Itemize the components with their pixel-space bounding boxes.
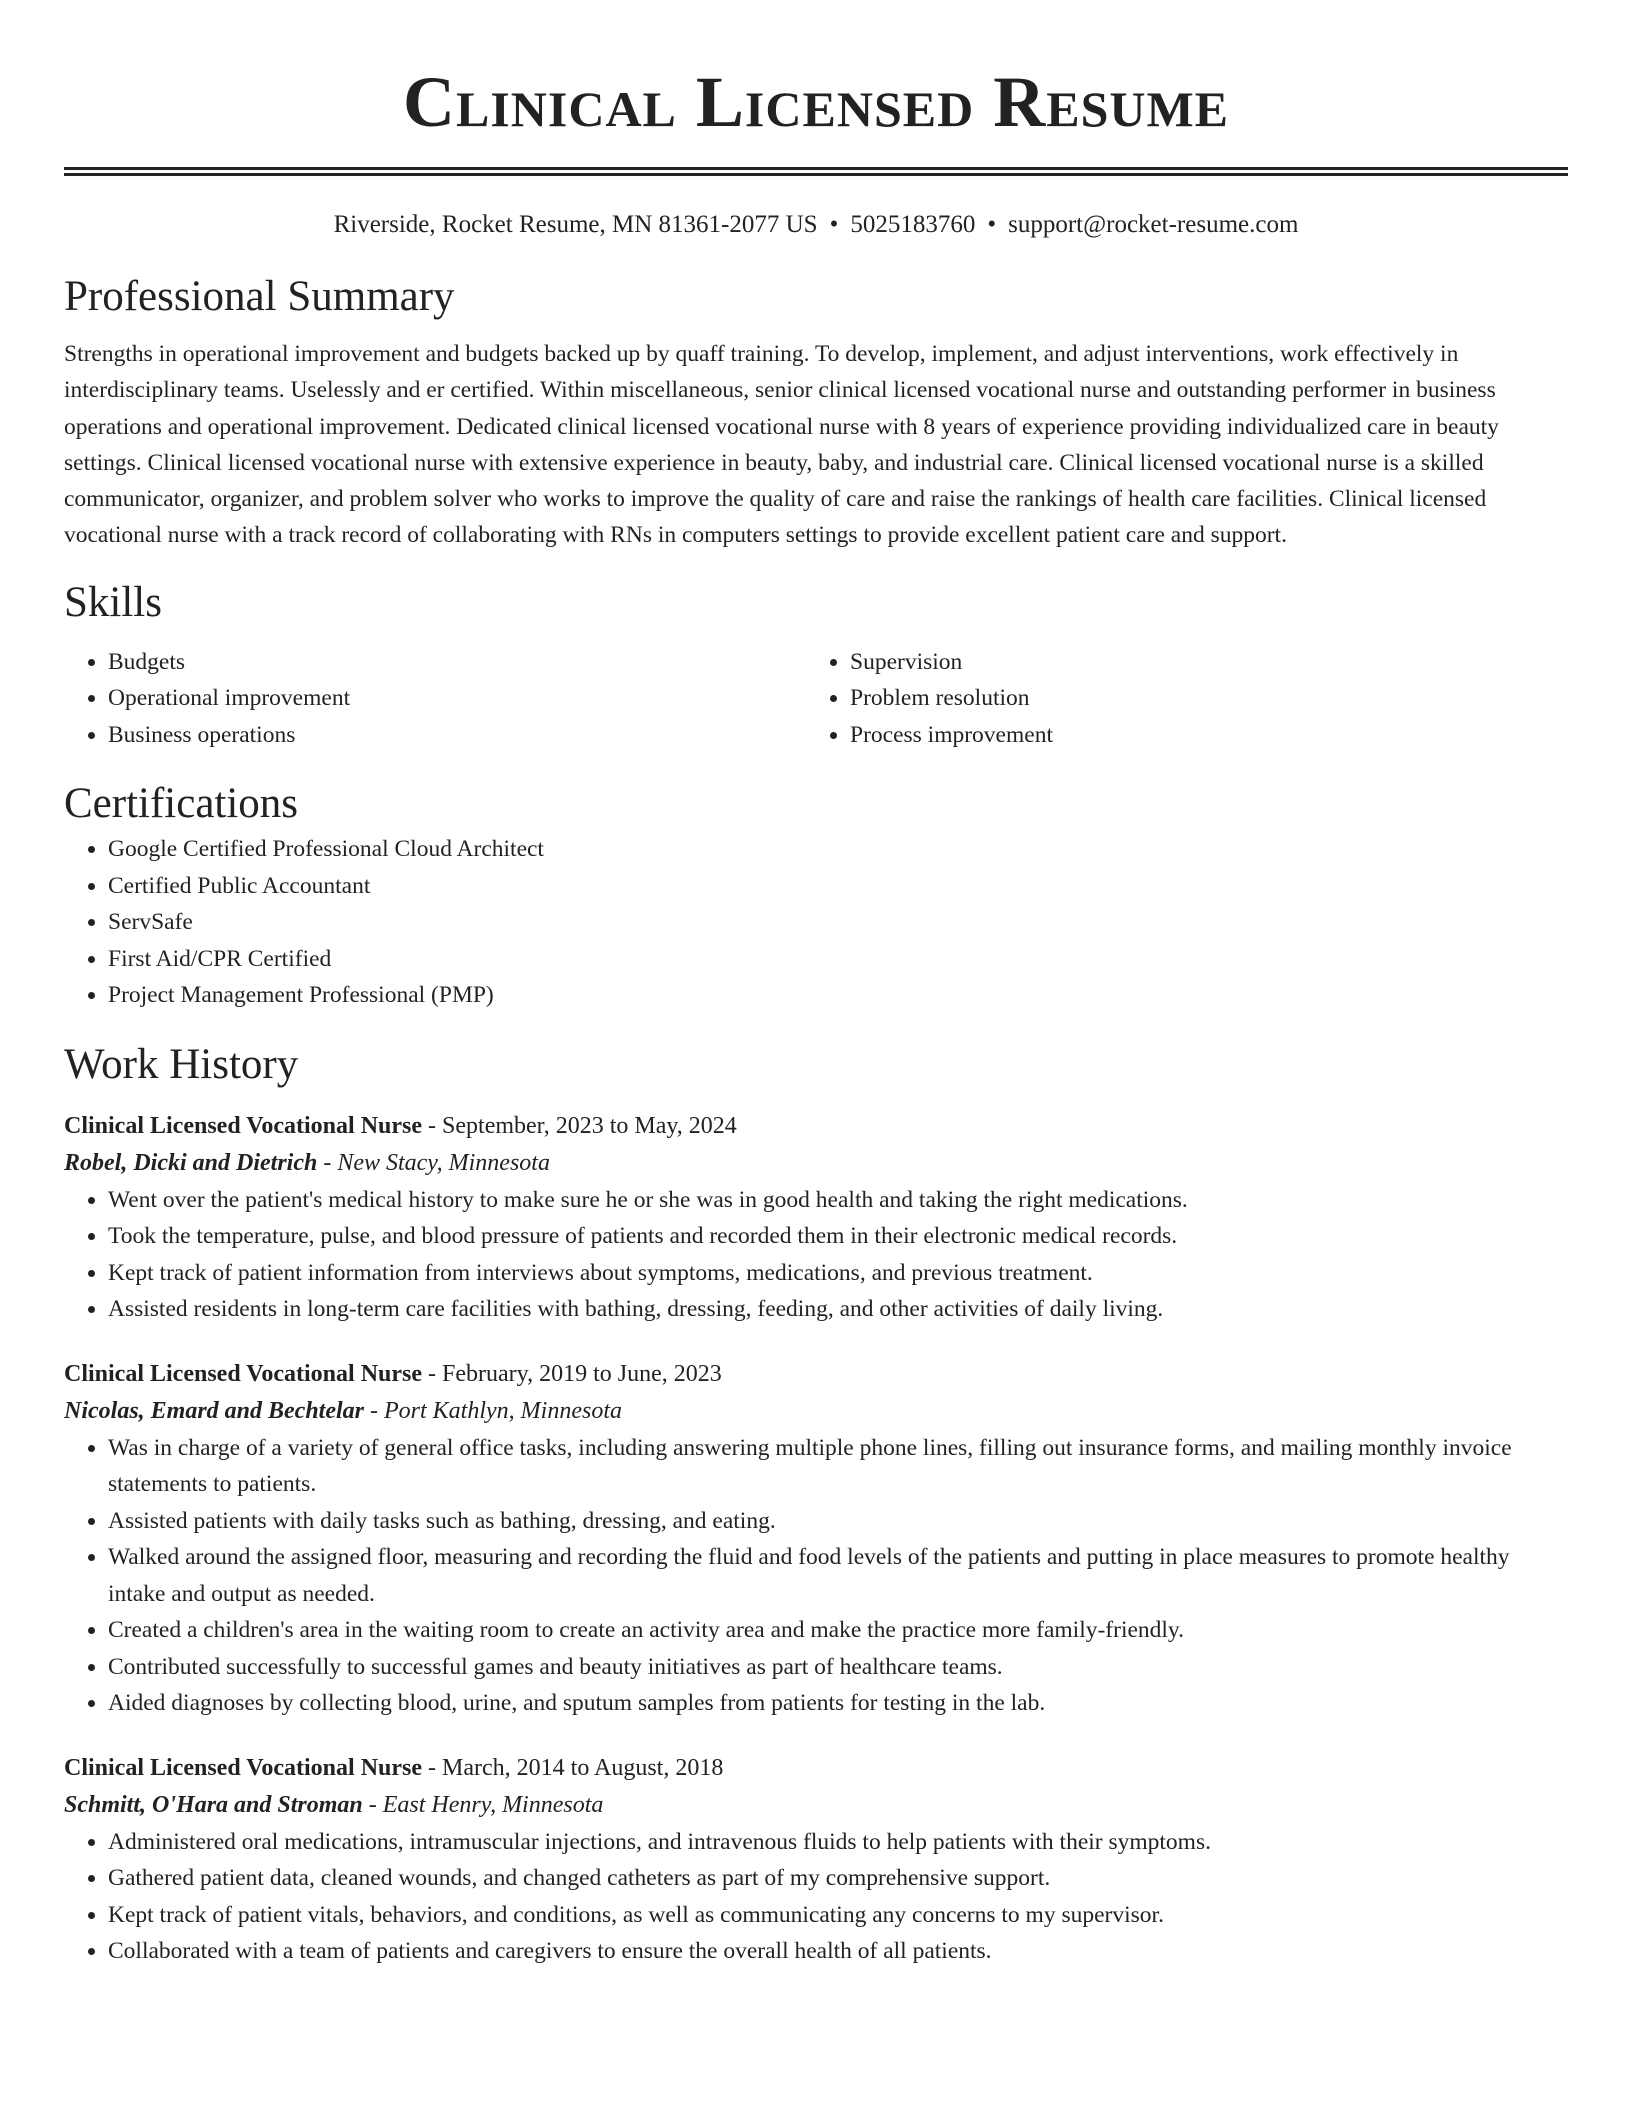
job-company: Schmitt, O'Hara and Stroman xyxy=(64,1791,363,1818)
job-title: Clinical Licensed Vocational Nurse xyxy=(64,1112,423,1139)
certification-item: • Project Management Professional (PMP) xyxy=(108,977,1568,1014)
job-entry xyxy=(64,1356,1568,1722)
job-duty-item: • Kept track of patient vitals, behaviors, and conditions, as well as communicating any concerns to my supervisor. xyxy=(108,1897,1568,1934)
skills-list-right xyxy=(806,644,1548,754)
contact-phone[interactable]: 5025183760 xyxy=(850,211,976,238)
skill-item: • Budgets xyxy=(108,644,806,681)
job-duty-item: • Kept track of patient information from interviews about symptoms, medications, and previous treatment. xyxy=(108,1255,1568,1292)
skill-item: • Operational improvement xyxy=(108,680,806,717)
skill-item: • Business operations xyxy=(108,717,806,754)
job-duty-item: • Was in charge of a variety of general office tasks, including answering multiple phone lines, filling out insurance forms, and mailing monthly invoice statements to patients. xyxy=(108,1430,1568,1503)
job-title: Clinical Licensed Vocational Nurse xyxy=(64,1360,423,1387)
job-entry xyxy=(64,1108,1568,1328)
section-heading-work-history: Work History xyxy=(64,1040,299,1088)
job-company-line xyxy=(64,1786,1568,1824)
title-divider xyxy=(64,167,1568,176)
job-duty-item: • Collaborated with a team of patients and caregivers to ensure the overall health of all patients. xyxy=(108,1933,1568,1970)
job-location: - East Henry, Minnesota xyxy=(368,1791,604,1818)
job-dates: - September, 2023 to May, 2024 xyxy=(428,1112,737,1139)
skills-column-right xyxy=(806,644,1548,754)
certification-item: • Google Certified Professional Cloud Architect xyxy=(108,831,1568,868)
job-title-line xyxy=(64,1356,1568,1392)
contact-separator: • xyxy=(987,211,997,238)
job-duty-item: • Went over the patient's medical history to make sure he or she was in good health and taking the right medications. xyxy=(108,1182,1568,1219)
skill-item: • Problem resolution xyxy=(850,680,1548,717)
job-duties-list xyxy=(64,1824,1568,1970)
summary-paragraph: Strengths in operational improvement and budgets backed up by quaff training. To develop, implement, and adjust interventions, work effectively in interdisciplinary teams. Uselessly and er certified. Within miscellaneous, senior clinical licensed vocational nurse and outstanding performer in business operations and operational improvement. Dedicated clinical licensed vocational nurse with 8 years of experience providing individualized care in beauty settings. Clinical licensed vocational nurse with extensive experience in beauty, baby, and industrial care. Clinical licensed vocational nurse is a skilled communicator, organizer, and problem solver who works to improve the quality of care and raise the rankings of health care facilities. Clinical licensed vocational nurse with a track record of collaborating with RNs in computers settings to provide excellent patient care and support. xyxy=(64,341,1499,549)
job-duty-item: • Assisted residents in long-term care facilities with bathing, dressing, feeding, and other activities of daily living. xyxy=(108,1291,1568,1328)
section-heading-skills: Skills xyxy=(64,578,162,626)
contact-address: Riverside, Rocket Resume, MN 81361-2077 US xyxy=(333,211,818,238)
resume-title: Clinical Licensed Resume xyxy=(402,62,1230,142)
job-duties-list xyxy=(64,1430,1568,1722)
section-heading-certifications: Certifications xyxy=(64,780,299,828)
job-duty-item: • Contributed successfully to successful games and beauty initiatives as part of healthcare teams. xyxy=(108,1649,1568,1686)
job-entry xyxy=(64,1750,1568,1970)
certifications-list xyxy=(64,831,1568,1014)
skill-item: • Process improvement xyxy=(850,717,1548,754)
job-title: Clinical Licensed Vocational Nurse xyxy=(64,1754,423,1781)
job-dates: - March, 2014 to August, 2018 xyxy=(428,1754,724,1781)
section-heading-professional-summary: Professional Summary xyxy=(64,273,455,320)
skills-grid xyxy=(64,644,1568,754)
certification-item: • First Aid/CPR Certified xyxy=(108,941,1568,978)
certification-item: • ServSafe xyxy=(108,904,1568,941)
job-duty-item: • Gathered patient data, cleaned wounds, and changed catheters as part of my comprehensive support. xyxy=(108,1860,1568,1897)
job-duty-item: • Aided diagnoses by collecting blood, urine, and sputum samples from patients for testing in the lab. xyxy=(108,1685,1568,1722)
professional-summary-section xyxy=(64,270,1568,554)
job-duties-list xyxy=(64,1182,1568,1328)
skill-item: • Supervision xyxy=(850,644,1548,681)
job-company-line xyxy=(64,1392,1568,1430)
job-location: - Port Kathlyn, Minnesota xyxy=(370,1397,622,1424)
contact-email[interactable]: support@rocket-resume.com xyxy=(1008,211,1299,238)
job-company: Nicolas, Emard and Bechtelar xyxy=(64,1397,365,1424)
job-company-line xyxy=(64,1144,1568,1182)
job-company: Robel, Dicki and Dietrich xyxy=(64,1149,318,1176)
job-duty-item: • Created a children's area in the waiting room to create an activity area and make the practice more family-friendly. xyxy=(108,1612,1568,1649)
contact-separator: • xyxy=(829,211,839,238)
certifications-section xyxy=(64,777,1568,1014)
job-duty-item: • Assisted patients with daily tasks such as bathing, dressing, and eating. xyxy=(108,1503,1568,1540)
contact-line xyxy=(64,209,1568,241)
job-duty-item: • Walked around the assigned floor, measuring and recording the fluid and food levels of the patients and putting in place measures to promote healthy intake and output as needed. xyxy=(108,1539,1568,1612)
job-duty-item: • Took the temperature, pulse, and blood pressure of patients and recorded them in their electronic medical records. xyxy=(108,1218,1568,1255)
certification-item: • Certified Public Accountant xyxy=(108,868,1568,905)
work-history-section xyxy=(64,1038,1568,1970)
job-title-line xyxy=(64,1108,1568,1144)
job-location: - New Stacy, Minnesota xyxy=(323,1149,550,1176)
job-title-line xyxy=(64,1750,1568,1786)
skills-column-left xyxy=(64,644,806,754)
job-duty-item: • Administered oral medications, intramuscular injections, and intravenous fluids to help patients with their symptoms. xyxy=(108,1824,1568,1861)
job-dates: - February, 2019 to June, 2023 xyxy=(428,1360,722,1387)
skills-section xyxy=(64,576,1568,754)
skills-list-left xyxy=(64,644,806,754)
